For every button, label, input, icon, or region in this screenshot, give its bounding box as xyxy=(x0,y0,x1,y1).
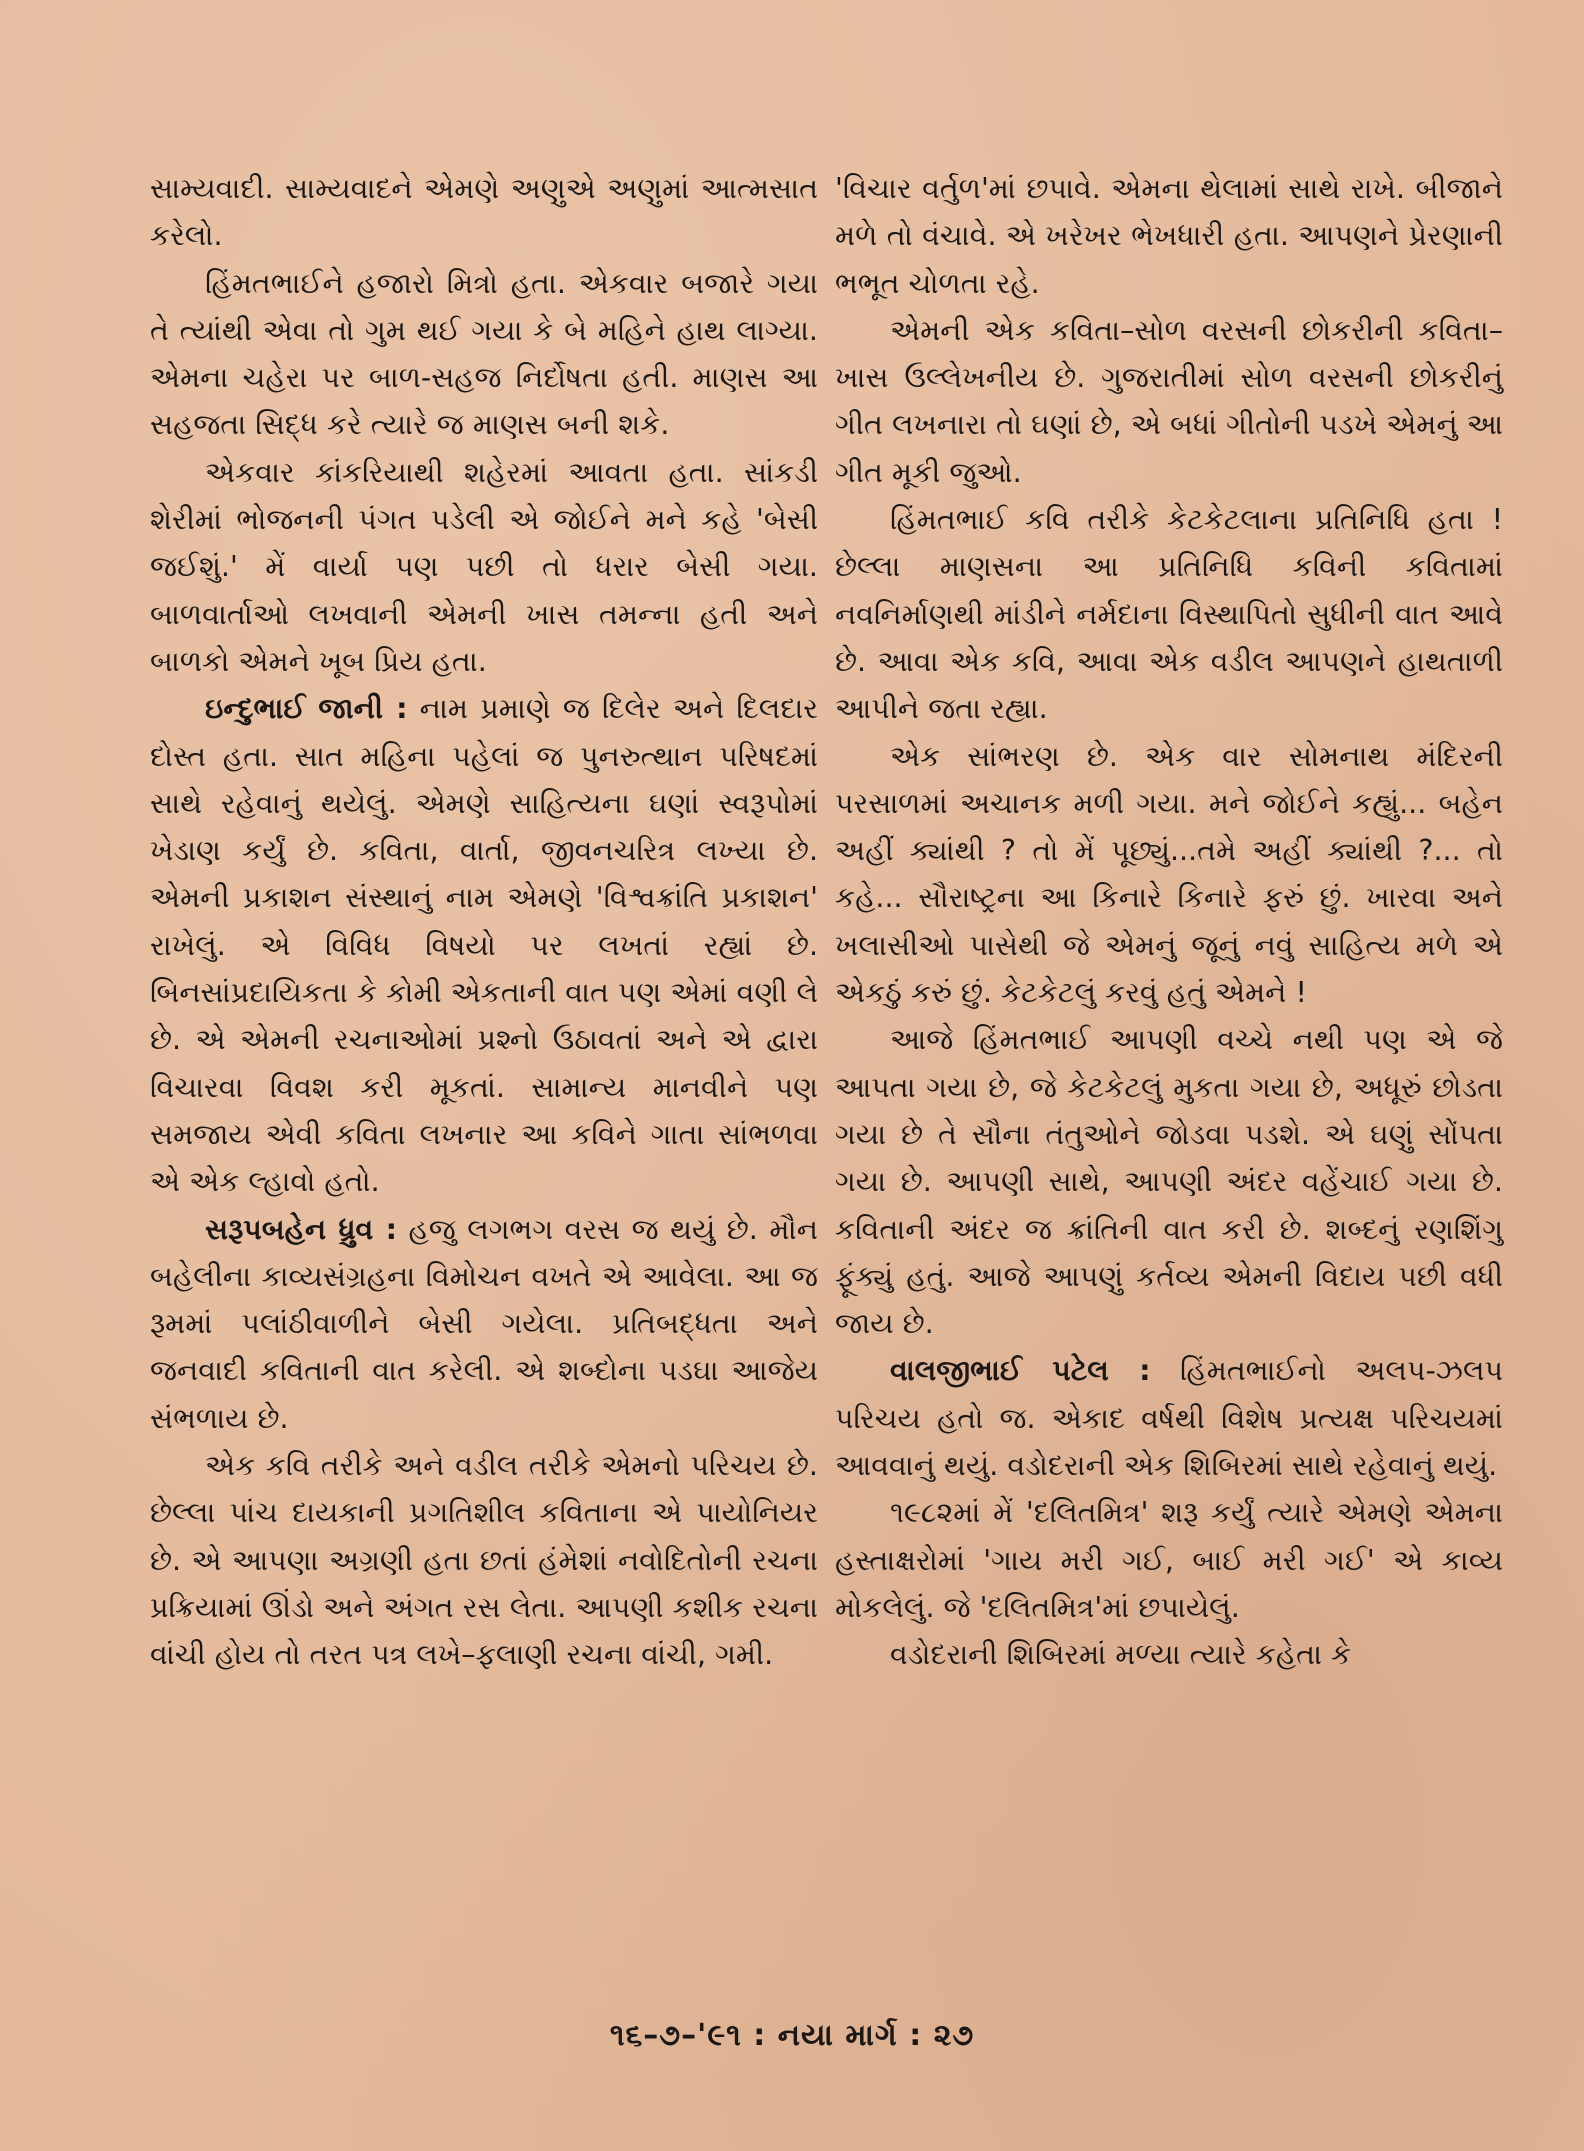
paragraph: સામ્યવાદી. સામ્યવાદને એમણે અણુએ અણુમાં આત્મસાત કરેલો. xyxy=(150,172,818,253)
paragraph-text: હિંમતભાઈનો અલપ-ઝલપ પરિચય હતો જ. એકાદ વર્ષથી વિશેષ પ્રત્યક્ષ પરિચયમાં આવવાનું થયું. વડોદરાની એક શિબિરમાં સાથે રહેવાનું થયું. xyxy=(835,1354,1503,1483)
paragraph: હિંમતભાઈ કવિ તરીકે કેટકેટલાના પ્રતિનિધિ હતા ! છેલ્લા માણસના આ પ્રતિનિધિ કવિની કવિતામાં નવનિર્માણથી માંડીને નર્મદાના વિસ્થાપિતો સુધીની વાત આવે છે. આવા એક કવિ, આવા એક વડીલ આપણને હાથતાળી આપીને જતા રહ્યા. xyxy=(835,503,1503,726)
paragraph xyxy=(835,1347,1503,1489)
paragraph xyxy=(150,685,818,1205)
paragraph: હિંમતભાઈને હજારો મિત્રો હતા. એકવાર બજારે ગયા તે ત્યાંથી એવા તો ગુમ થઈ ગયા કે બે મહિને હાથ લાગ્યા. એમના ચહેરા પર બાળ-સહજ નિર્દોષતા હતી. માણસ આ સહજતા સિદ્ધ કરે ત્યારે જ માણસ બની શકે. xyxy=(150,266,818,442)
speaker-name: વાલજીભાઈ પટેલ : xyxy=(890,1354,1151,1388)
paragraph: એક કવિ તરીકે અને વડીલ તરીકે એમનો પરિચય છે. છેલ્લા પાંચ દાયકાની પ્રગતિશીલ કવિતાના એ પાયોનિયર છે. એ આપણા અગ્રણી હતા છતાં હંમેશાં નવોદિતોની રચના પ્રક્રિયામાં ઊંડો અને અંગત રસ લેતા. આપણી કશીક રચના વાંચી હોય તો તરત પત્ર લખે–ફલાણી રચના વાંચી, ગમી. xyxy=(150,1449,818,1672)
speaker-name: ઇન્દુભાઈ જાની : xyxy=(205,692,408,726)
paragraph: 'વિચાર વર્તુળ'માં છપાવે. એમના થેલામાં સાથે રાખે. બીજાને મળે તો વંચાવે. એ ખરેખર ભેખધારી હતા. આપણને પ્રેરણાની ભભૂત ચોળતા રહે. xyxy=(835,172,1503,300)
paragraph: એમની એક કવિતા–સોળ વરસની છોકરીની કવિતા–ખાસ ઉલ્લેખનીય છે. ગુજરાતીમાં સોળ વરસની છોકરીનું ગીત લખનારા તો ઘણાં છે, એ બધાં ગીતોની પડખે એમનું આ ગીત મૂકી જુઓ. xyxy=(835,313,1503,489)
right-column xyxy=(835,165,1503,1679)
left-column xyxy=(150,165,818,1679)
paragraph: એક સાંભરણ છે. એક વાર સોમનાથ મંદિરની પરસાળમાં અચાનક મળી ગયા. મને જોઈને કહ્યું... બહેન અહીં ક્યાંથી ? તો મેં પૂછ્યું...તમે અહીં ક્યાંથી ?... તો કહે... સૌરાષ્ટ્રના આ કિનારે કિનારે ફરું છું. ખારવા અને ખલાસીઓ પાસેથી જે એમનું જૂનું નવું સાહિત્ય મળે એ એકઠું કરું છું. કેટકેટલું કરવું હતું એમને ! xyxy=(835,739,1503,1010)
paragraph: વડોદરાની શિબિરમાં મળ્યા ત્યારે કહેતા કે xyxy=(890,1638,1352,1672)
paragraph: ૧૯૮૨માં મેં 'દલિતમિત્ર' શરૂ કર્યું ત્યારે એમણે એમના હસ્તાક્ષરોમાં 'ગાય મરી ગઈ, બાઈ મરી ગઈ' એ કાવ્ય મોકલેલું. જે 'દલિતમિત્ર'માં છપાયેલું. xyxy=(835,1496,1503,1624)
paragraph: આજે હિંમતભાઈ આપણી વચ્ચે નથી પણ એ જે આપતા ગયા છે, જે કેટકેટલું મુકતા ગયા છે, અધૂરું છોડતા ગયા છે તે સૌના તંતુઓને જોડવા પડશે. એ ઘણું સોંપતા ગયા છે. આપણી સાથે, આપણી અંદર વહેંચાઈ ગયા છે. કવિતાની અંદર જ ક્રાંતિની વાત કરી છે. શબ્દનું રણશિંગુ ફૂંક્યું હતું. આજે આપણું કર્તવ્ય એમની વિદાય પછી વધી જાય છે. xyxy=(835,1023,1503,1341)
paragraph-text: હજુ લગભગ વરસ જ થયું છે. મૌન બહેલીના કાવ્યસંગ્રહના વિમોચન વખતે એ આવેલા. આ જ રૂમમાં પલાંઠીવાળીને બેસી ગયેલા. પ્રતિબદ્ધતા અને જનવાદી કવિતાની વાત કરેલી. એ શબ્દોના પડઘા આજેય સંભળાય છે. xyxy=(150,1212,818,1435)
paragraph: એકવાર કાંકરિયાથી શહેરમાં આવતા હતા. સાંકડી શેરીમાં ભોજનની પંગત પડેલી એ જોઈને મને કહે 'બેસી જઈશું.' મેં વાર્યા પણ પછી તો ધરાર બેસી ગયા. બાળવાર્તાઓ લખવાની એમની ખાસ તમન્ના હતી અને બાળકો એમને ખૂબ પ્રિય હતા. xyxy=(150,455,818,678)
speaker-name: સરૂપબહેન ધ્રુવ : xyxy=(205,1212,398,1246)
paragraph-text: નામ પ્રમાણે જ દિલેર અને દિલદાર દોસ્ત હતા. સાત મહિના પહેલાં જ પુનરુત્થાન પરિષદમાં સાથે રહેવાનું થયેલું. એમણે સાહિત્યના ઘણાં સ્વરૂપોમાં ખેડાણ કર્યું છે. કવિતા, વાર્તા, જીવનચરિત્ર લખ્યા છે. એમની પ્રકાશન સંસ્થાનું નામ એમણે 'વિશ્વક્રાંતિ પ્રકાશન' રાખેલું. એ વિવિધ વિષયો પર લખતાં રહ્યાં છે. બિનસાંપ્રદાયિકતા કે કોમી એકતાની વાત પણ એમાં વણી લે છે. એ એમની રચનાઓમાં પ્રશ્નો ઉઠાવતાં અને એ દ્વારા વિચારવા વિવશ કરી મૂકતાં. સામાન્ય માનવીને પણ સમજાય એવી કવિતા લખનાર આ કવિને ગાતા સાંભળવા એ એક લ્હાવો હતો. xyxy=(150,692,818,1199)
paragraph xyxy=(150,1206,818,1442)
page-footer: ૧૬–૭–'૯૧ : નયા માર્ગ : ૨૭ xyxy=(609,2018,975,2053)
